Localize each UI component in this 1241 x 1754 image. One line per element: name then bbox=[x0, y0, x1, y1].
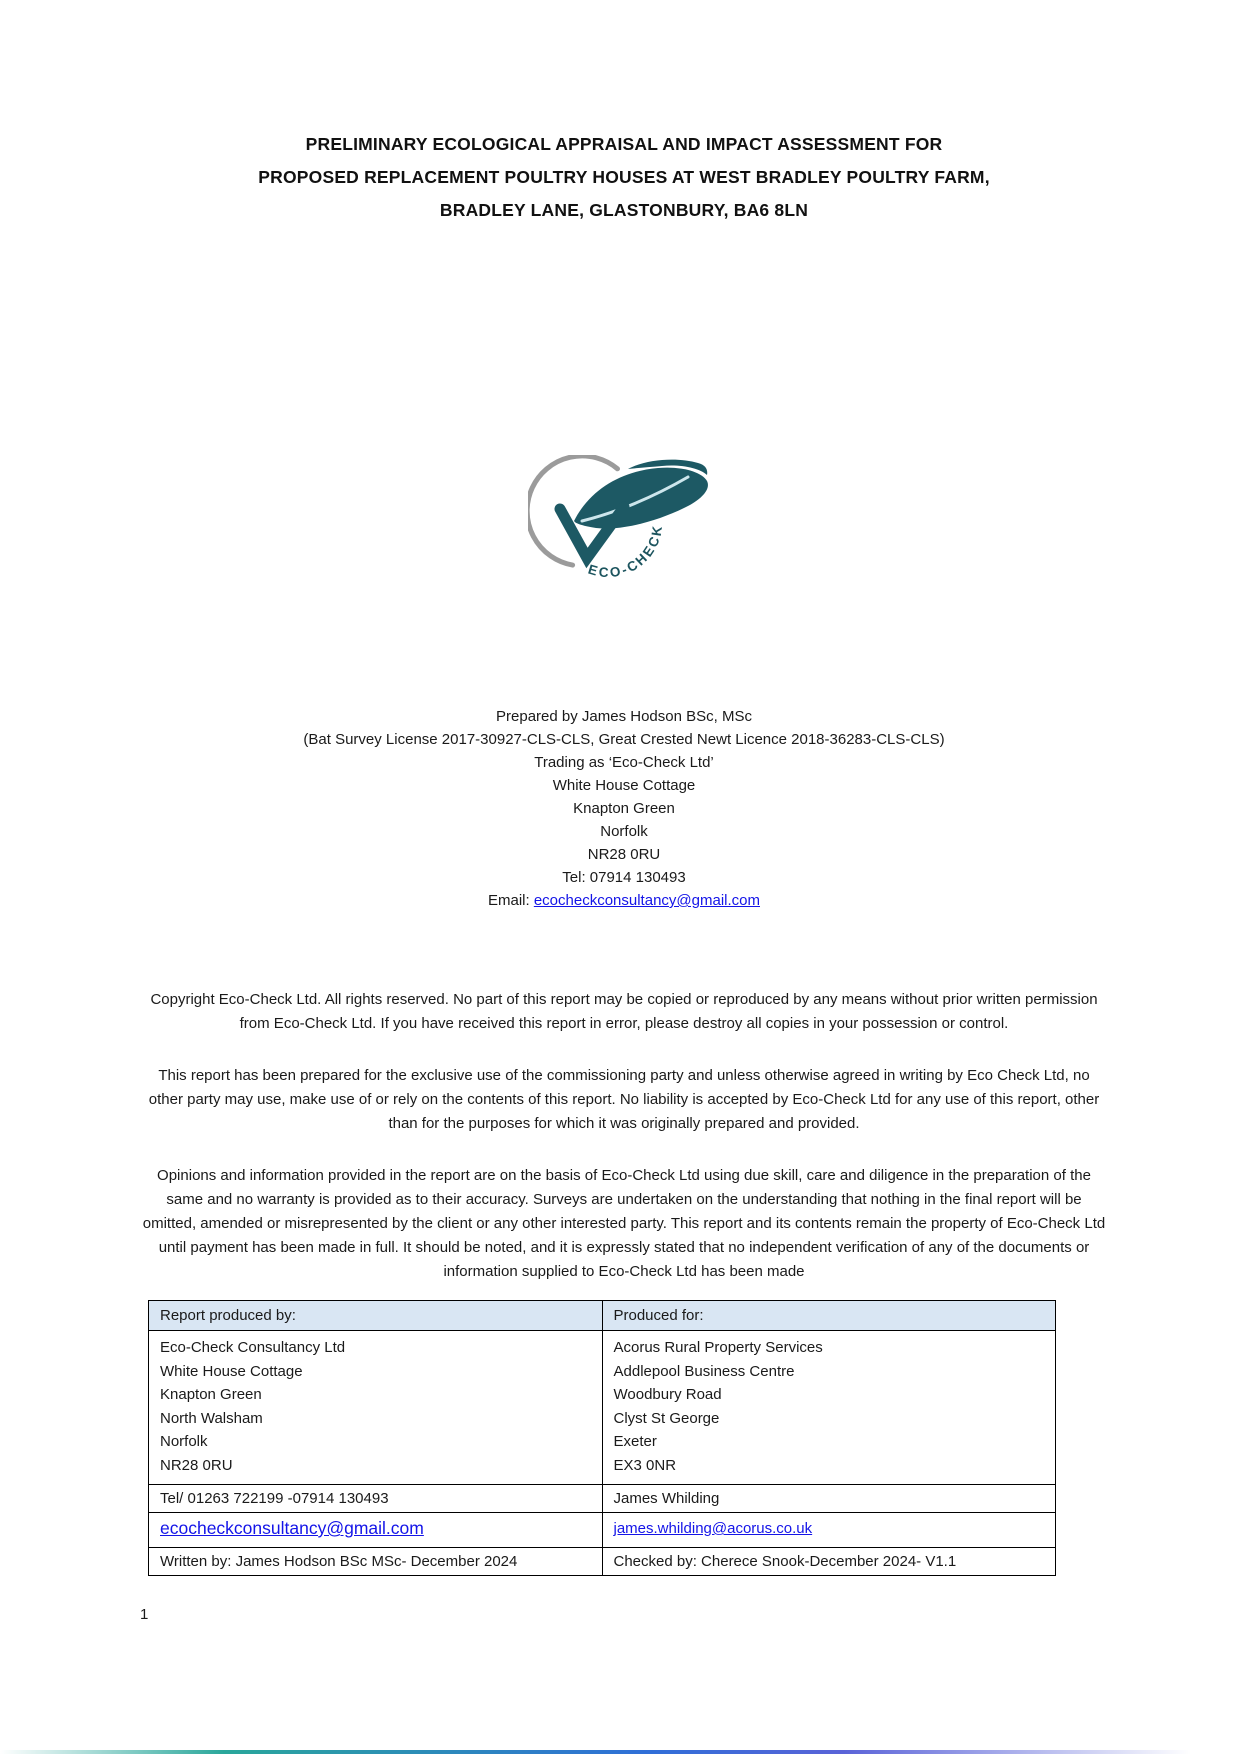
client-address-line: Addlepool Business Centre bbox=[613, 1362, 795, 1380]
email-line bbox=[140, 889, 1108, 912]
prepared-by-block bbox=[140, 705, 1108, 912]
producer-address-cell bbox=[149, 1331, 603, 1485]
client-address-line: Woodbury Road bbox=[613, 1386, 722, 1403]
client-address-line: Clyst St George bbox=[613, 1409, 720, 1427]
client-email-link[interactable]: james.whilding@acorus.co.uk bbox=[613, 1520, 813, 1537]
table-contact-row bbox=[149, 1485, 1056, 1513]
table-credit-row bbox=[149, 1548, 1056, 1576]
header-produced-for: Produced for: bbox=[602, 1301, 1056, 1331]
report-title bbox=[140, 128, 1108, 227]
prepared-line: Prepared by James Hodson BSc, MSc bbox=[496, 708, 752, 725]
exclusive-use-paragraph: This report has been prepared for the exclusive use of the commissioning party and unless otherwise agreed in writing by Eco Check Ltd, no other party may use, make use of or rely on the contents of this report. No liability is accepted by Eco-Check Ltd for any use of this report, other than for the purposes for which it was originally prepared and provided. bbox=[148, 1067, 1100, 1132]
page-number: 1 bbox=[140, 1606, 149, 1623]
email-link[interactable]: ecocheckconsultancy@gmail.com bbox=[533, 892, 760, 909]
checked-by-cell: Checked by: Cherece Snook-December 2024- V1.1 bbox=[602, 1548, 1056, 1576]
phone-line: Tel: 07914 130493 bbox=[562, 869, 686, 886]
email-label: Email: bbox=[487, 892, 534, 909]
eco-check-logo-graphic bbox=[528, 455, 720, 587]
report-title-line: PROPOSED REPLACEMENT POULTRY HOUSES AT WEST BRADLEY POULTRY FARM, bbox=[258, 167, 990, 187]
producer-address-line: Norfolk bbox=[160, 1433, 208, 1450]
header-report-produced-by: Report produced by: bbox=[149, 1301, 603, 1331]
address-line: Norfolk bbox=[600, 823, 648, 840]
eco-check-logo bbox=[140, 455, 1108, 587]
written-by-cell: Written by: James Hodson BSc MSc- December 2024 bbox=[149, 1548, 603, 1576]
client-address-cell bbox=[602, 1331, 1056, 1485]
client-email-cell bbox=[602, 1513, 1056, 1548]
producer-address-line: White House Cottage bbox=[160, 1362, 303, 1380]
client-contact-cell: James Whilding bbox=[602, 1485, 1056, 1513]
address-line: White House Cottage bbox=[552, 777, 696, 794]
copyright-paragraph: Copyright Eco-Check Ltd. All rights reserved. No part of this report may be copied or reproduced by any means without prior written permission from Eco-Check Ltd. If you have received this report in error, please destroy all copies in your possession or control. bbox=[150, 991, 1098, 1032]
table-address-row bbox=[149, 1331, 1056, 1485]
client-address-line: Exeter bbox=[613, 1433, 657, 1450]
report-title-line: BRADLEY LANE, GLASTONBURY, BA6 8LN bbox=[439, 200, 809, 220]
client-address-line: Acorus Rural Property Services bbox=[613, 1339, 823, 1356]
table-email-row bbox=[149, 1513, 1056, 1548]
licence-line: (Bat Survey License 2017-30927-CLS-CLS, Great Crested Newt Licence 2018-36283-CLS-CLS) bbox=[303, 731, 945, 748]
producer-address-line: Knapton Green bbox=[160, 1386, 262, 1403]
producer-email-link[interactable]: ecocheckconsultancy@gmail.com bbox=[160, 1518, 424, 1538]
producer-address-line: Eco-Check Consultancy Ltd bbox=[160, 1339, 346, 1356]
trading-as-line: Trading as ‘Eco-Check Ltd’ bbox=[534, 754, 714, 771]
address-line: NR28 0RU bbox=[587, 846, 661, 863]
address-line: Knapton Green bbox=[573, 800, 675, 817]
logo-brand-text: ECO-CHECK bbox=[586, 522, 666, 581]
opinions-paragraph: Opinions and information provided in the report are on the basis of Eco-Check Ltd using due skill, care and diligence in the preparation of the same and no warranty is provided as to their accuracy. Surveys are undertaken on the understanding that nothing in the final report will be omitted, amended or misrepresented by the client or any other interested party. This report and its contents remain the property of Eco-Check Ltd until payment has been made in full. It should be noted, and it is expressly stated that no independent verification of any of the documents or information supplied to Eco-Check Ltd has been made bbox=[142, 1167, 1106, 1280]
table-header-row bbox=[149, 1301, 1056, 1331]
producer-address-line: North Walsham bbox=[160, 1409, 263, 1427]
producer-phone-cell: Tel/ 01263 722199 -07914 130493 bbox=[149, 1485, 603, 1513]
producer-address-line: NR28 0RU bbox=[160, 1456, 233, 1474]
producer-email-cell bbox=[149, 1513, 603, 1548]
client-address-line: EX3 0NR bbox=[613, 1456, 677, 1474]
report-details-table bbox=[148, 1300, 1056, 1576]
bottom-accent-bar bbox=[0, 1750, 1241, 1754]
report-title-line: PRELIMINARY ECOLOGICAL APPRAISAL AND IMPACT ASSESSMENT FOR bbox=[305, 134, 943, 154]
